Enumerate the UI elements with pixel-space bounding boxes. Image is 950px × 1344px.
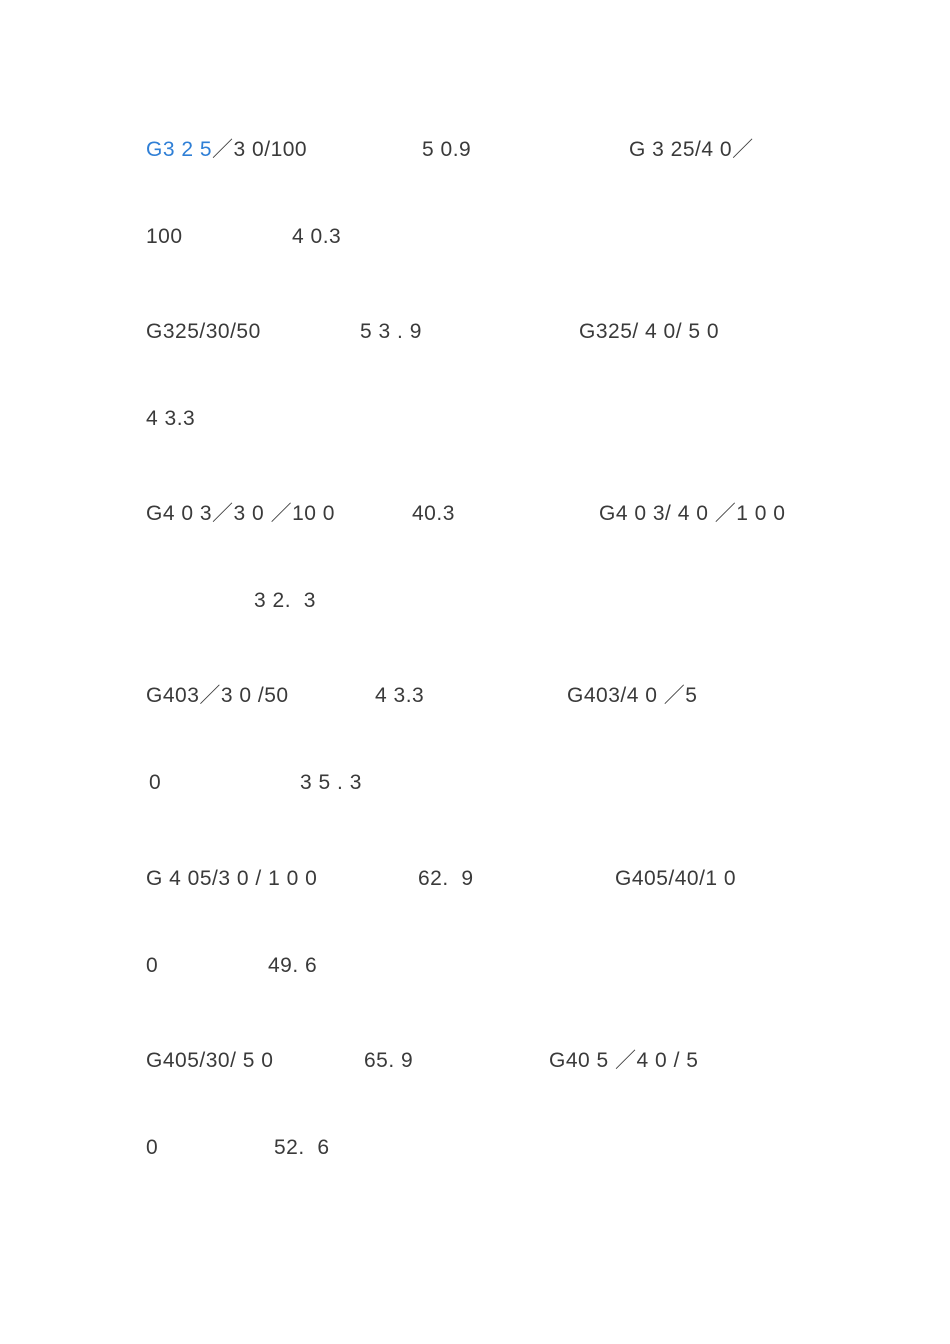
row-1-code-b-continuation: 100 <box>146 225 183 248</box>
row-1-value-a: 5 0.9 <box>422 138 472 161</box>
row-1-code-a <box>146 138 307 162</box>
row-3-value-a: 40.3 <box>412 502 455 525</box>
row-2-code-a: G325/30/50 <box>146 320 261 343</box>
row-5-value-a: 62. 9 <box>418 867 474 890</box>
row-5-value-b: 49. 6 <box>268 954 318 977</box>
row-5-code-b-continuation: 0 <box>146 954 159 977</box>
row-3-value-b: 3 2. 3 <box>254 589 316 612</box>
row-6-code-a: G405/30/ 5 0 <box>146 1049 274 1072</box>
row-5-code-b: G405/40/1 0 <box>615 867 737 890</box>
row-2-value-a: 5 3 . 9 <box>360 320 422 343</box>
row-3-code-a: G4 0 3／3 0 ／10 0 <box>146 502 335 525</box>
row-4-code-a: G403／3 0 /50 <box>146 684 289 707</box>
row-1-code-a-rest: ／3 0/100 <box>212 138 308 161</box>
row-1-code-b: G 3 25/4 0／ <box>629 138 754 161</box>
row-4-value-a: 4 3.3 <box>375 684 425 707</box>
row-5-code-a: G 4 05/3 0 / 1 0 0 <box>146 867 318 890</box>
row-2-code-b: G325/ 4 0/ 5 0 <box>579 320 720 343</box>
row-1-code-a-link[interactable]: G3 2 5 <box>146 138 213 161</box>
row-4-value-b: 3 5 . 3 <box>300 771 362 794</box>
row-4-code-b: G403/4 0 ／5 <box>567 684 698 707</box>
row-6-code-b-continuation: 0 <box>146 1136 159 1159</box>
row-6-code-b: G40 5 ／4 0 / 5 <box>549 1049 699 1072</box>
row-3-code-b: G4 0 3/ 4 0 ／1 0 0 <box>599 502 786 525</box>
row-2-value-b: 4 3.3 <box>146 407 196 430</box>
row-6-value-a: 65. 9 <box>364 1049 414 1072</box>
row-1-value-b: 4 0.3 <box>292 225 342 248</box>
row-4-code-b-continuation: 0 <box>149 771 162 794</box>
row-6-value-b: 52. 6 <box>274 1136 330 1159</box>
